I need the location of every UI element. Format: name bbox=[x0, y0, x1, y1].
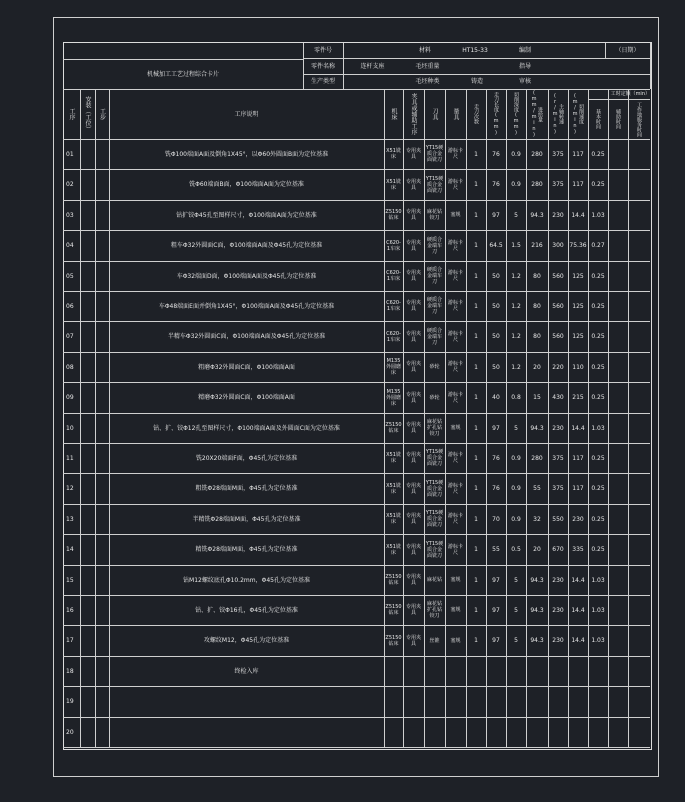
row-15-rpm: 230 bbox=[552, 576, 564, 584]
row-06-v: 125 bbox=[572, 302, 584, 310]
row-03-no: 03 bbox=[66, 211, 74, 219]
row-20-fixture bbox=[403, 717, 424, 747]
row-04-desc: 粗车Φ32外圆面C面，Φ100端面A面及Φ45孔为定位基准 bbox=[170, 242, 323, 249]
row-02-machine: X51铣床 bbox=[386, 178, 401, 191]
row-17-rpm: 230 bbox=[552, 637, 564, 644]
row-13-tool: YT15硬质合金面铣刀 bbox=[425, 510, 444, 528]
row-06-passes: 1 bbox=[474, 302, 478, 310]
row-08-length: 50 bbox=[492, 363, 500, 371]
row-07-no: 07 bbox=[66, 333, 74, 340]
row-04-fixture: 专用夹具 bbox=[405, 239, 421, 252]
row-05-fixture: 专用夹具 bbox=[405, 270, 421, 282]
row-05-passes: 1 bbox=[474, 272, 478, 280]
row-01-fixture: 专用夹具 bbox=[405, 148, 421, 160]
row-13-t: 0.25 bbox=[591, 515, 605, 523]
row-11-depth: 0.9 bbox=[511, 454, 521, 462]
row-16-v: 14.4 bbox=[571, 606, 585, 614]
row-17-desc: 攻螺纹M12，Φ45孔为定位基准 bbox=[203, 637, 290, 644]
row-02-feed: 280 bbox=[531, 181, 543, 188]
row-19-t bbox=[588, 686, 608, 717]
material-value: HT15-33 bbox=[462, 47, 488, 54]
row-09-rpm: 430 bbox=[552, 394, 564, 401]
row-06-machine: C620-1车床 bbox=[386, 300, 401, 312]
row-04-tool: 硬质合金端车刀 bbox=[426, 236, 442, 255]
row-06-rpm: 560 bbox=[552, 302, 564, 310]
row-06-tool: 硬质合金端车刀 bbox=[426, 297, 442, 315]
row-14-feed: 20 bbox=[533, 546, 541, 553]
row-03-feed: 94.3 bbox=[530, 211, 544, 219]
row-11-rpm: 375 bbox=[552, 454, 564, 462]
row-11-gauge: 游标卡尺 bbox=[447, 452, 463, 464]
row-04-feed: 216 bbox=[531, 242, 543, 249]
row-12-t: 0.25 bbox=[591, 485, 605, 492]
row-13-gauge: 游标卡尺 bbox=[447, 513, 463, 525]
row-17-fixture: 专用夹具 bbox=[405, 634, 421, 647]
row-14-desc: 精铣Φ28端面M面，Φ45孔为定位基准 bbox=[195, 546, 298, 553]
row-10-no: 10 bbox=[66, 424, 74, 432]
row-03-machine: Z5150钻床 bbox=[385, 209, 402, 221]
row-16-no: 16 bbox=[66, 606, 74, 614]
row-19-v bbox=[568, 686, 588, 717]
row-20-machine bbox=[384, 717, 403, 747]
row-08-t: 0.25 bbox=[591, 363, 605, 371]
row-01-rpm: 375 bbox=[552, 150, 564, 158]
row-01-desc: 铣Φ100端面A面及倒角1X45°，以Φ60外圆面B面为定位基准 bbox=[164, 150, 329, 158]
grid-line-v bbox=[628, 89, 629, 747]
row-02-t: 0.25 bbox=[591, 181, 605, 188]
row-05-machine: C620-1车床 bbox=[386, 270, 401, 282]
row-07-feed: 80 bbox=[533, 333, 541, 340]
row-02-passes: 1 bbox=[474, 181, 478, 188]
row-13-length: 70 bbox=[492, 515, 500, 523]
row-10-tool: 麻花钻扩孔钻铰刀 bbox=[426, 419, 442, 437]
row-04-machine: C620-1车床 bbox=[386, 239, 401, 252]
row-10-passes: 1 bbox=[474, 424, 478, 432]
prepared-label: 编制 bbox=[518, 47, 531, 54]
row-18-desc: 终检入库 bbox=[234, 667, 259, 675]
row-12-machine: X51铣床 bbox=[386, 482, 401, 495]
row-15-no: 15 bbox=[66, 576, 74, 584]
row-15-gauge: 塞规 bbox=[450, 577, 461, 583]
row-05-desc: 车Φ32端面D面，Φ100端面A面及Φ45孔为定位基准 bbox=[176, 272, 317, 280]
row-09-length: 40 bbox=[492, 394, 500, 401]
row-13-desc: 半精铣Φ28端面M面，Φ45孔为定位基准 bbox=[192, 515, 301, 523]
row-12-feed: 55 bbox=[533, 485, 541, 492]
row-16-fixture: 专用夹具 bbox=[405, 604, 421, 616]
row-09-v: 215 bbox=[572, 394, 584, 401]
row-01-tool: YT15硬质合金面铣刀 bbox=[425, 145, 444, 163]
row-16-gauge: 塞规 bbox=[450, 607, 461, 613]
grid-line-h bbox=[63, 747, 650, 748]
row-11-machine: X51铣床 bbox=[386, 452, 401, 464]
row-16-t: 1.03 bbox=[591, 606, 605, 614]
col-tooling: 夹具或辅助工序 bbox=[410, 93, 417, 135]
row-04-t: 0.27 bbox=[591, 242, 605, 249]
row-03-length: 97 bbox=[492, 211, 500, 219]
col-description: 工序说明 bbox=[234, 110, 259, 118]
row-08-machine: M135外圆磨床 bbox=[385, 358, 401, 376]
row-09-passes: 1 bbox=[474, 394, 478, 401]
row-01-feed: 280 bbox=[531, 150, 543, 158]
row-06-gauge: 游标卡尺 bbox=[447, 300, 463, 312]
row-05-no: 05 bbox=[66, 272, 74, 280]
row-01-t: 0.25 bbox=[591, 150, 605, 158]
row-04-length: 64.5 bbox=[489, 242, 503, 249]
part-name-label: 零件名称 bbox=[310, 63, 335, 70]
row-09-desc: 精磨Φ32外圆面C面，Φ100端面A面 bbox=[198, 394, 295, 401]
row-17-depth: 5 bbox=[514, 637, 518, 644]
row-14-t: 0.25 bbox=[591, 546, 605, 553]
row-05-rpm: 560 bbox=[552, 272, 564, 280]
row-11-length: 76 bbox=[492, 454, 500, 462]
row-20-feed bbox=[526, 717, 548, 747]
col-step: 工步 bbox=[98, 108, 106, 120]
row-11-fixture: 专用夹具 bbox=[405, 452, 421, 464]
row-18-machine bbox=[384, 656, 403, 686]
row-11-t: 0.25 bbox=[591, 454, 605, 462]
grid-line-v bbox=[608, 89, 609, 747]
row-19-gauge bbox=[445, 686, 466, 717]
row-03-tool: 麻花钻铰刀 bbox=[426, 209, 442, 221]
row-07-depth: 1.2 bbox=[511, 333, 521, 340]
row-02-tool: YT15硬质合金面铣刀 bbox=[425, 175, 444, 194]
grid-line-v bbox=[95, 89, 96, 747]
part-name-value: 连杆支座 bbox=[360, 63, 385, 70]
row-10-feed: 94.3 bbox=[530, 424, 544, 432]
row-10-desc: 钻、扩、铰Φ12孔至图样尺寸，Φ100端面A面及外圆面C面为定位基准 bbox=[153, 424, 340, 432]
row-03-rpm: 230 bbox=[552, 211, 564, 219]
row-03-depth: 5 bbox=[514, 211, 518, 219]
row-05-tool: 硬质合金端车刀 bbox=[426, 267, 442, 285]
col-machine: 机床 bbox=[390, 108, 397, 120]
col-length: 走刀长度(mm) bbox=[493, 92, 499, 136]
row-09-gauge: 游标卡尺 bbox=[447, 391, 463, 404]
row-01-v: 117 bbox=[572, 150, 584, 158]
row-07-desc: 半精车Φ32外圆面C面，Φ100端面A面及Φ45孔为定位基准 bbox=[167, 333, 326, 340]
row-01-gauge: 游标卡尺 bbox=[447, 148, 463, 160]
row-02-depth: 0.9 bbox=[511, 181, 521, 188]
date-label: （日期） bbox=[615, 47, 640, 54]
row-16-length: 97 bbox=[492, 606, 500, 614]
row-20-desc bbox=[109, 717, 384, 747]
row-05-gauge: 游标卡尺 bbox=[447, 270, 463, 282]
row-03-v: 14.4 bbox=[571, 211, 585, 219]
row-07-rpm: 560 bbox=[552, 333, 564, 340]
row-06-length: 50 bbox=[492, 302, 500, 310]
row-06-desc: 车Φ48端面E面并倒角1X45°，Φ100端面A面及Φ45孔为定位基准 bbox=[158, 302, 335, 310]
grid-line-v bbox=[650, 43, 651, 89]
row-14-tool: YT15硬质合金面铣刀 bbox=[425, 540, 444, 559]
row-10-rpm: 230 bbox=[552, 424, 564, 432]
row-19-fixture bbox=[403, 686, 424, 717]
row-13-passes: 1 bbox=[474, 515, 478, 523]
row-20-depth bbox=[506, 717, 526, 747]
row-20-v bbox=[568, 717, 588, 747]
row-09-feed: 15 bbox=[533, 394, 541, 401]
row-20-t bbox=[588, 717, 608, 747]
row-17-no: 17 bbox=[66, 637, 74, 644]
grid-line-v bbox=[343, 43, 344, 89]
row-12-gauge: 游标卡尺 bbox=[447, 482, 463, 495]
row-07-length: 50 bbox=[492, 333, 500, 340]
blank-weight-label: 毛坯重量 bbox=[415, 63, 440, 70]
row-04-rpm: 300 bbox=[552, 242, 564, 249]
row-15-machine: Z5150钻床 bbox=[385, 574, 402, 586]
row-16-machine: Z5150钻床 bbox=[385, 604, 402, 616]
row-10-length: 97 bbox=[492, 424, 500, 432]
row-15-t: 1.03 bbox=[591, 576, 605, 584]
col-tool: 刀具 bbox=[431, 108, 438, 120]
row-12-rpm: 375 bbox=[552, 485, 564, 492]
row-19-rpm bbox=[548, 686, 568, 717]
col-time-group: 工时定额（min） bbox=[610, 91, 650, 97]
production-type-label: 生产类型 bbox=[310, 78, 335, 85]
row-18-gauge bbox=[445, 656, 466, 686]
row-16-tool: 麻花钻扩孔钻铰刀 bbox=[426, 601, 442, 619]
row-13-no: 13 bbox=[66, 515, 74, 523]
blank-type-value: 铸造 bbox=[470, 78, 483, 85]
row-17-length: 97 bbox=[492, 637, 500, 644]
row-11-tool: YT15硬质合金面铣刀 bbox=[425, 449, 444, 467]
row-14-length: 55 bbox=[492, 546, 500, 553]
row-13-fixture: 专用夹具 bbox=[405, 513, 421, 525]
row-14-depth: 0.5 bbox=[511, 546, 521, 553]
row-18-depth bbox=[506, 656, 526, 686]
row-18-feed bbox=[526, 656, 548, 686]
row-02-rpm: 375 bbox=[552, 181, 564, 188]
col-time-aux: 辅助时间 bbox=[615, 109, 621, 129]
row-02-v: 117 bbox=[572, 181, 584, 188]
row-07-v: 125 bbox=[572, 333, 584, 340]
row-10-depth: 5 bbox=[514, 424, 518, 432]
row-19-machine bbox=[384, 686, 403, 717]
blank-type-label: 毛坯种类 bbox=[415, 78, 440, 85]
material-label: 材料 bbox=[418, 47, 431, 54]
row-19-length bbox=[486, 686, 506, 717]
row-14-gauge: 游标卡尺 bbox=[447, 543, 463, 556]
row-17-feed: 94.3 bbox=[530, 637, 544, 644]
row-15-v: 14.4 bbox=[571, 576, 585, 584]
row-14-passes: 1 bbox=[474, 546, 478, 553]
col-passes: 走刀次数 bbox=[473, 104, 479, 124]
row-06-fixture: 专用夹具 bbox=[405, 300, 421, 312]
row-05-t: 0.25 bbox=[591, 272, 605, 280]
row-08-fixture: 专用夹具 bbox=[405, 361, 421, 373]
row-01-depth: 0.9 bbox=[511, 150, 521, 158]
row-11-v: 117 bbox=[572, 454, 584, 462]
row-02-fixture: 专用夹具 bbox=[405, 178, 421, 191]
row-05-length: 50 bbox=[492, 272, 500, 280]
row-18-t bbox=[588, 656, 608, 686]
row-15-passes: 1 bbox=[474, 576, 478, 584]
row-12-passes: 1 bbox=[474, 485, 478, 492]
row-15-length: 97 bbox=[492, 576, 500, 584]
col-time-service: 工作地服务时间 bbox=[636, 101, 642, 137]
row-20-gauge bbox=[445, 717, 466, 747]
row-07-machine: C620-1车床 bbox=[386, 330, 401, 343]
col-feed: 进给量(mm/min) bbox=[531, 90, 543, 138]
col-measure: 量具 bbox=[452, 108, 459, 120]
row-03-passes: 1 bbox=[474, 211, 478, 219]
row-12-no: 12 bbox=[66, 485, 74, 492]
row-09-tool: 砂轮 bbox=[429, 394, 440, 401]
row-11-passes: 1 bbox=[474, 454, 478, 462]
row-07-passes: 1 bbox=[474, 333, 478, 340]
row-17-tool: 丝锥 bbox=[429, 637, 440, 644]
row-15-fixture: 专用夹具 bbox=[405, 574, 421, 586]
row-13-feed: 32 bbox=[533, 515, 541, 523]
row-18-no: 18 bbox=[66, 667, 74, 675]
row-17-gauge: 塞规 bbox=[450, 637, 461, 644]
row-12-fixture: 专用夹具 bbox=[405, 482, 421, 495]
row-03-desc: 钻扩铰Φ45孔至图样尺寸，Φ100端面A面为定位基准 bbox=[176, 211, 317, 219]
row-05-feed: 80 bbox=[533, 272, 541, 280]
row-06-feed: 80 bbox=[533, 302, 541, 310]
row-10-fixture: 专用夹具 bbox=[405, 422, 421, 434]
row-13-rpm: 550 bbox=[552, 515, 564, 523]
row-09-machine: M135外圆磨床 bbox=[385, 388, 401, 407]
row-06-t: 0.25 bbox=[591, 302, 605, 310]
row-19-passes bbox=[466, 686, 486, 717]
row-06-depth: 1.2 bbox=[511, 302, 521, 310]
row-09-fixture: 专用夹具 bbox=[405, 391, 421, 404]
row-06-no: 06 bbox=[66, 302, 74, 310]
row-10-v: 14.4 bbox=[571, 424, 585, 432]
row-17-machine: Z5150钻床 bbox=[385, 634, 402, 647]
row-16-depth: 5 bbox=[514, 606, 518, 614]
row-15-depth: 5 bbox=[514, 576, 518, 584]
row-04-v: 75.36 bbox=[569, 242, 587, 249]
row-14-no: 14 bbox=[66, 546, 74, 553]
row-16-rpm: 230 bbox=[552, 606, 564, 614]
row-14-v: 335 bbox=[572, 546, 584, 553]
row-01-length: 76 bbox=[492, 150, 500, 158]
row-04-no: 04 bbox=[66, 242, 74, 249]
row-11-no: 11 bbox=[66, 454, 74, 462]
row-13-machine: X51铣床 bbox=[386, 513, 401, 525]
row-03-fixture: 专用夹具 bbox=[405, 209, 421, 221]
col-speed-rpm: 主轴转速(r/min) bbox=[552, 93, 564, 135]
row-08-rpm: 220 bbox=[552, 363, 564, 371]
row-07-t: 0.25 bbox=[591, 333, 605, 340]
row-18-v bbox=[568, 656, 588, 686]
row-16-desc: 钻、扩、铰Φ16孔，Φ45孔为定位基准 bbox=[195, 606, 298, 614]
row-07-gauge: 游标卡尺 bbox=[447, 330, 463, 343]
row-05-depth: 1.2 bbox=[511, 272, 521, 280]
row-17-v: 14.4 bbox=[571, 637, 585, 644]
col-install: 安装（工位） bbox=[84, 96, 91, 132]
col-speed-cut: 切削速度(m/min) bbox=[572, 93, 584, 135]
row-08-passes: 1 bbox=[474, 363, 478, 371]
row-18-rpm bbox=[548, 656, 568, 686]
row-09-depth: 0.8 bbox=[511, 394, 521, 401]
row-15-feed: 94.3 bbox=[530, 576, 544, 584]
row-18-tool bbox=[424, 656, 445, 686]
row-14-machine: X51铣床 bbox=[386, 543, 401, 556]
row-15-tool: 麻花钻 bbox=[426, 577, 442, 583]
row-08-feed: 20 bbox=[533, 363, 541, 371]
row-12-tool: YT15硬质合金面铣刀 bbox=[425, 479, 444, 498]
row-20-tool bbox=[424, 717, 445, 747]
guide-label: 指导 bbox=[518, 63, 531, 70]
row-18-length bbox=[486, 656, 506, 686]
row-02-no: 02 bbox=[66, 181, 74, 188]
row-08-gauge: 游标卡尺 bbox=[447, 361, 463, 373]
row-10-gauge: 塞规 bbox=[450, 425, 461, 431]
row-04-depth: 1.5 bbox=[511, 242, 521, 249]
row-09-no: 09 bbox=[66, 394, 74, 401]
row-18-passes bbox=[466, 656, 486, 686]
row-02-length: 76 bbox=[492, 181, 500, 188]
row-07-tool: 硬质合金端车刀 bbox=[426, 327, 442, 346]
row-03-t: 1.03 bbox=[591, 211, 605, 219]
row-03-gauge: 塞规 bbox=[450, 212, 461, 218]
row-19-feed bbox=[526, 686, 548, 717]
row-19-tool bbox=[424, 686, 445, 717]
row-20-rpm bbox=[548, 717, 568, 747]
row-12-length: 76 bbox=[492, 485, 500, 492]
row-08-desc: 粗磨Φ32外圆面C面，Φ100端面A面 bbox=[198, 363, 295, 371]
row-15-desc: 钻M12螺纹底孔Φ10.2mm，Φ45孔为定位基准 bbox=[183, 576, 310, 584]
card-title: 机械加工工艺过程综合卡片 bbox=[146, 70, 219, 78]
row-12-depth: 0.9 bbox=[511, 485, 521, 492]
row-19-no: 19 bbox=[66, 698, 74, 705]
row-19-desc bbox=[109, 686, 384, 717]
col-process-no: 工序 bbox=[68, 108, 75, 120]
row-01-no: 01 bbox=[66, 150, 74, 158]
row-08-tool: 砂轮 bbox=[429, 364, 440, 370]
row-01-machine: X51铣床 bbox=[386, 148, 401, 160]
part-no-label: 零件号 bbox=[313, 47, 332, 54]
row-10-t: 1.03 bbox=[591, 424, 605, 432]
row-17-t: 1.03 bbox=[591, 637, 605, 644]
row-01-passes: 1 bbox=[474, 150, 478, 158]
row-02-gauge: 游标卡尺 bbox=[447, 178, 463, 191]
row-17-passes: 1 bbox=[474, 637, 478, 644]
row-11-feed: 280 bbox=[531, 454, 543, 462]
row-09-t: 0.25 bbox=[591, 394, 605, 401]
row-13-v: 230 bbox=[572, 515, 584, 523]
row-11-desc: 铣20X20端面F面，Φ45孔为定位基准 bbox=[195, 454, 298, 462]
row-13-depth: 0.9 bbox=[511, 515, 521, 523]
row-08-v: 110 bbox=[572, 363, 584, 371]
col-time-basic: 基本时间 bbox=[595, 109, 601, 129]
grid-line-v bbox=[80, 89, 81, 747]
row-12-v: 117 bbox=[572, 485, 584, 492]
row-14-fixture: 专用夹具 bbox=[405, 543, 421, 556]
row-04-passes: 1 bbox=[474, 242, 478, 249]
row-08-no: 08 bbox=[66, 363, 74, 371]
row-16-feed: 94.3 bbox=[530, 606, 544, 614]
row-02-desc: 铣Φ60端面B面，Φ100端面A面为定位基准 bbox=[189, 181, 304, 188]
row-19-depth bbox=[506, 686, 526, 717]
row-08-depth: 1.2 bbox=[511, 363, 521, 371]
row-04-gauge: 游标卡尺 bbox=[447, 239, 463, 252]
row-05-v: 125 bbox=[572, 272, 584, 280]
row-16-passes: 1 bbox=[474, 606, 478, 614]
row-14-rpm: 670 bbox=[552, 546, 564, 553]
row-20-length bbox=[486, 717, 506, 747]
row-12-desc: 粗铣Φ28端面M面，Φ45孔为定位基准 bbox=[195, 485, 298, 492]
col-depth: 切削深度(mm) bbox=[513, 92, 519, 136]
row-20-no: 20 bbox=[66, 728, 74, 736]
row-07-fixture: 专用夹具 bbox=[405, 330, 421, 343]
review-label: 审核 bbox=[518, 78, 531, 85]
row-10-machine: Z5150钻床 bbox=[385, 422, 402, 434]
row-20-passes bbox=[466, 717, 486, 747]
row-18-fixture bbox=[403, 656, 424, 686]
